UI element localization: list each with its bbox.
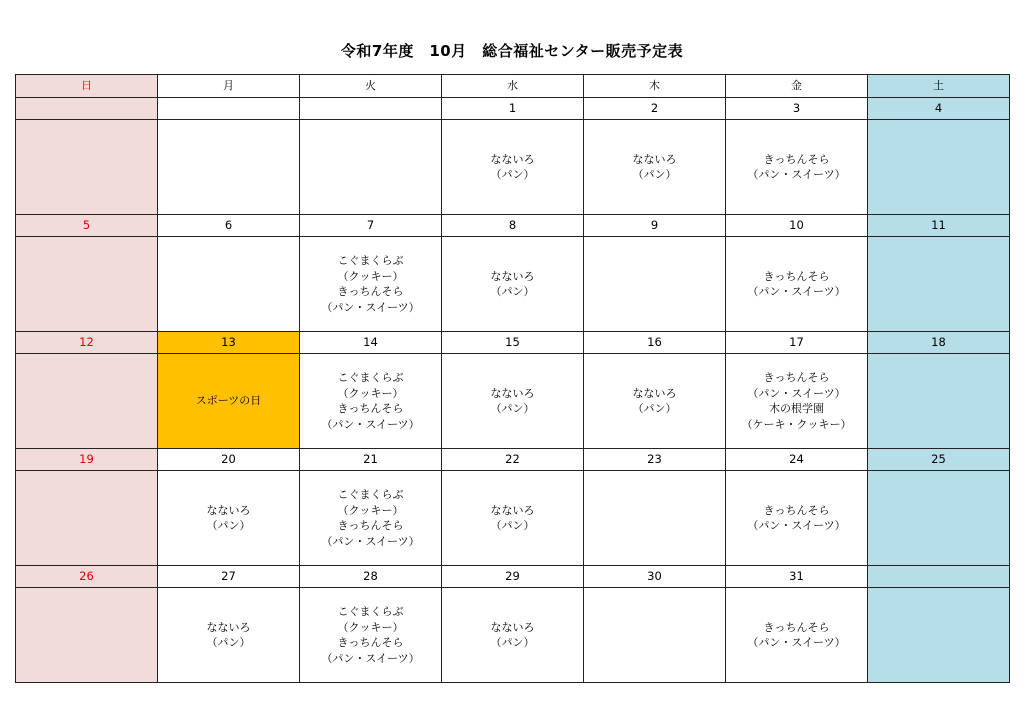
vendor-line: なないろ [206, 503, 251, 517]
date-cell-mon [158, 98, 300, 120]
vendor-line: こぐまくらぶ [337, 488, 404, 501]
weekday-header-wed: 水 [442, 75, 584, 98]
date-row [16, 449, 1010, 471]
schedule-cell-fri [726, 588, 868, 683]
vendor-line: きっちんそら [763, 269, 830, 283]
date-cell-tue: 14 [300, 332, 442, 354]
schedule-cell-tue [300, 354, 442, 449]
schedule-cell-sat [868, 120, 1010, 215]
vendor-line: スポーツの日 [195, 394, 262, 408]
vendor-line: 木の根学園 [769, 402, 824, 415]
vendor-line: きっちんそら [337, 402, 404, 415]
date-cell-sat: 4 [868, 98, 1010, 120]
vendor-line: （パン） [490, 168, 535, 181]
vendor-line: きっちんそら [337, 285, 404, 298]
schedule-cell-wed [442, 471, 584, 566]
schedule-row [16, 120, 1010, 215]
vendor-line: （パン） [490, 285, 535, 298]
vendor-line: なないろ [490, 269, 535, 283]
schedule-cell-sat [868, 237, 1010, 332]
schedule-cell-sun [16, 120, 158, 215]
vendor-line: なないろ [490, 152, 535, 166]
schedule-cell-fri [726, 471, 868, 566]
vendor-line: （パン・スイーツ） [747, 285, 846, 298]
vendor-line: （パン） [490, 636, 535, 649]
schedule-cell-thu [584, 588, 726, 683]
vendor-line: （ケーキ・クッキー） [741, 417, 852, 431]
weekday-header-sun: 日 [16, 75, 158, 98]
schedule-cell-sun [16, 237, 158, 332]
schedule-cell-fri [726, 354, 868, 449]
vendor-line: （パン・スイーツ） [747, 636, 846, 649]
schedule-cell-thu [584, 471, 726, 566]
schedule-cell-fri [726, 237, 868, 332]
vendor-line: こぐまくらぶ [337, 605, 404, 618]
vendor-line: こぐまくらぶ [337, 371, 404, 384]
date-row [16, 332, 1010, 354]
date-cell-thu: 16 [584, 332, 726, 354]
date-cell-wed: 15 [442, 332, 584, 354]
schedule-cell-wed [442, 588, 584, 683]
date-cell-sat [868, 566, 1010, 588]
date-cell-tue [300, 98, 442, 120]
schedule-row [16, 471, 1010, 566]
schedule-cell-tue [300, 120, 442, 215]
date-cell-sun [16, 98, 158, 120]
date-cell-sun: 19 [16, 449, 158, 471]
schedule-cell-mon [158, 588, 300, 683]
date-cell-wed: 8 [442, 215, 584, 237]
vendor-line: （パン・スイーツ） [747, 519, 846, 532]
vendor-line: （パン） [490, 519, 535, 532]
weekday-header-fri: 金 [726, 75, 868, 98]
vendor-line: きっちんそら [763, 620, 830, 634]
vendor-line: なないろ [490, 620, 535, 634]
weekday-header-tue: 火 [300, 75, 442, 98]
schedule-cell-thu [584, 120, 726, 215]
date-cell-sat: 18 [868, 332, 1010, 354]
date-cell-sun: 12 [16, 332, 158, 354]
date-row [16, 98, 1010, 120]
vendor-line: なないろ [490, 386, 535, 400]
date-cell-tue: 7 [300, 215, 442, 237]
date-cell-wed: 29 [442, 566, 584, 588]
schedule-cell-sun [16, 354, 158, 449]
vendor-line: きっちんそら [337, 519, 404, 532]
date-cell-wed: 1 [442, 98, 584, 120]
schedule-cell-sat [868, 588, 1010, 683]
schedule-cell-mon [158, 354, 300, 449]
vendor-line: （パン） [206, 636, 251, 649]
schedule-cell-sun [16, 588, 158, 683]
date-cell-thu: 9 [584, 215, 726, 237]
vendor-line: （パン・スイーツ） [321, 534, 420, 548]
date-cell-fri: 17 [726, 332, 868, 354]
date-cell-sun: 26 [16, 566, 158, 588]
date-cell-fri: 31 [726, 566, 868, 588]
vendor-line: なないろ [632, 152, 677, 166]
weekday-header-sat: 土 [868, 75, 1010, 98]
date-cell-sun: 5 [16, 215, 158, 237]
schedule-row [16, 237, 1010, 332]
date-row [16, 215, 1010, 237]
vendor-line: （パン・スイーツ） [321, 417, 420, 431]
schedule-cell-thu [584, 237, 726, 332]
schedule-cell-mon [158, 471, 300, 566]
calendar-table [15, 74, 1010, 683]
date-cell-thu: 23 [584, 449, 726, 471]
vendor-line: （パン） [206, 519, 251, 532]
schedule-cell-mon [158, 120, 300, 215]
vendor-line: （パン） [632, 402, 677, 415]
weekday-header-row [16, 75, 1010, 98]
schedule-cell-sun [16, 471, 158, 566]
date-cell-mon: 20 [158, 449, 300, 471]
date-cell-mon: 13 [158, 332, 300, 354]
schedule-row [16, 588, 1010, 683]
vendor-line: なないろ [490, 503, 535, 517]
schedule-cell-wed [442, 354, 584, 449]
vendor-line: （パン・スイーツ） [321, 651, 420, 665]
date-cell-fri: 3 [726, 98, 868, 120]
vendor-line: こぐまくらぶ [337, 254, 404, 267]
schedule-cell-sat [868, 354, 1010, 449]
date-cell-sat: 11 [868, 215, 1010, 237]
schedule-cell-tue [300, 588, 442, 683]
weekday-header-thu: 木 [584, 75, 726, 98]
vendor-line: （クッキー） [337, 269, 404, 283]
schedule-cell-tue [300, 471, 442, 566]
date-cell-fri: 24 [726, 449, 868, 471]
date-cell-wed: 22 [442, 449, 584, 471]
vendor-line: なないろ [206, 620, 251, 634]
schedule-cell-fri [726, 120, 868, 215]
date-cell-mon: 27 [158, 566, 300, 588]
date-cell-tue: 21 [300, 449, 442, 471]
vendor-line: （パン） [490, 402, 535, 415]
vendor-line: （クッキー） [337, 503, 404, 517]
schedule-row [16, 354, 1010, 449]
date-cell-fri: 10 [726, 215, 868, 237]
schedule-cell-sat [868, 471, 1010, 566]
date-row [16, 566, 1010, 588]
vendor-line: （パン・スイーツ） [321, 300, 420, 314]
vendor-line: きっちんそら [763, 503, 830, 517]
weekday-header-mon: 月 [158, 75, 300, 98]
schedule-cell-thu [584, 354, 726, 449]
page-title: 令和7年度 10月 総合福祉センター販売予定表 [340, 42, 684, 60]
vendor-line: （パン・スイーツ） [747, 386, 846, 400]
date-cell-thu: 2 [584, 98, 726, 120]
schedule-cell-mon [158, 237, 300, 332]
schedule-cell-wed [442, 120, 584, 215]
vendor-line: （クッキー） [337, 386, 404, 400]
vendor-line: （パン） [632, 168, 677, 181]
vendor-line: きっちんそら [763, 152, 830, 166]
date-cell-thu: 30 [584, 566, 726, 588]
vendor-line: なないろ [632, 386, 677, 400]
schedule-cell-tue [300, 237, 442, 332]
date-cell-sat: 25 [868, 449, 1010, 471]
vendor-line: きっちんそら [337, 636, 404, 649]
vendor-line: （パン・スイーツ） [747, 168, 846, 181]
date-cell-tue: 28 [300, 566, 442, 588]
vendor-line: （クッキー） [337, 620, 404, 634]
schedule-cell-wed [442, 237, 584, 332]
date-cell-mon: 6 [158, 215, 300, 237]
vendor-line: きっちんそら [763, 371, 830, 384]
